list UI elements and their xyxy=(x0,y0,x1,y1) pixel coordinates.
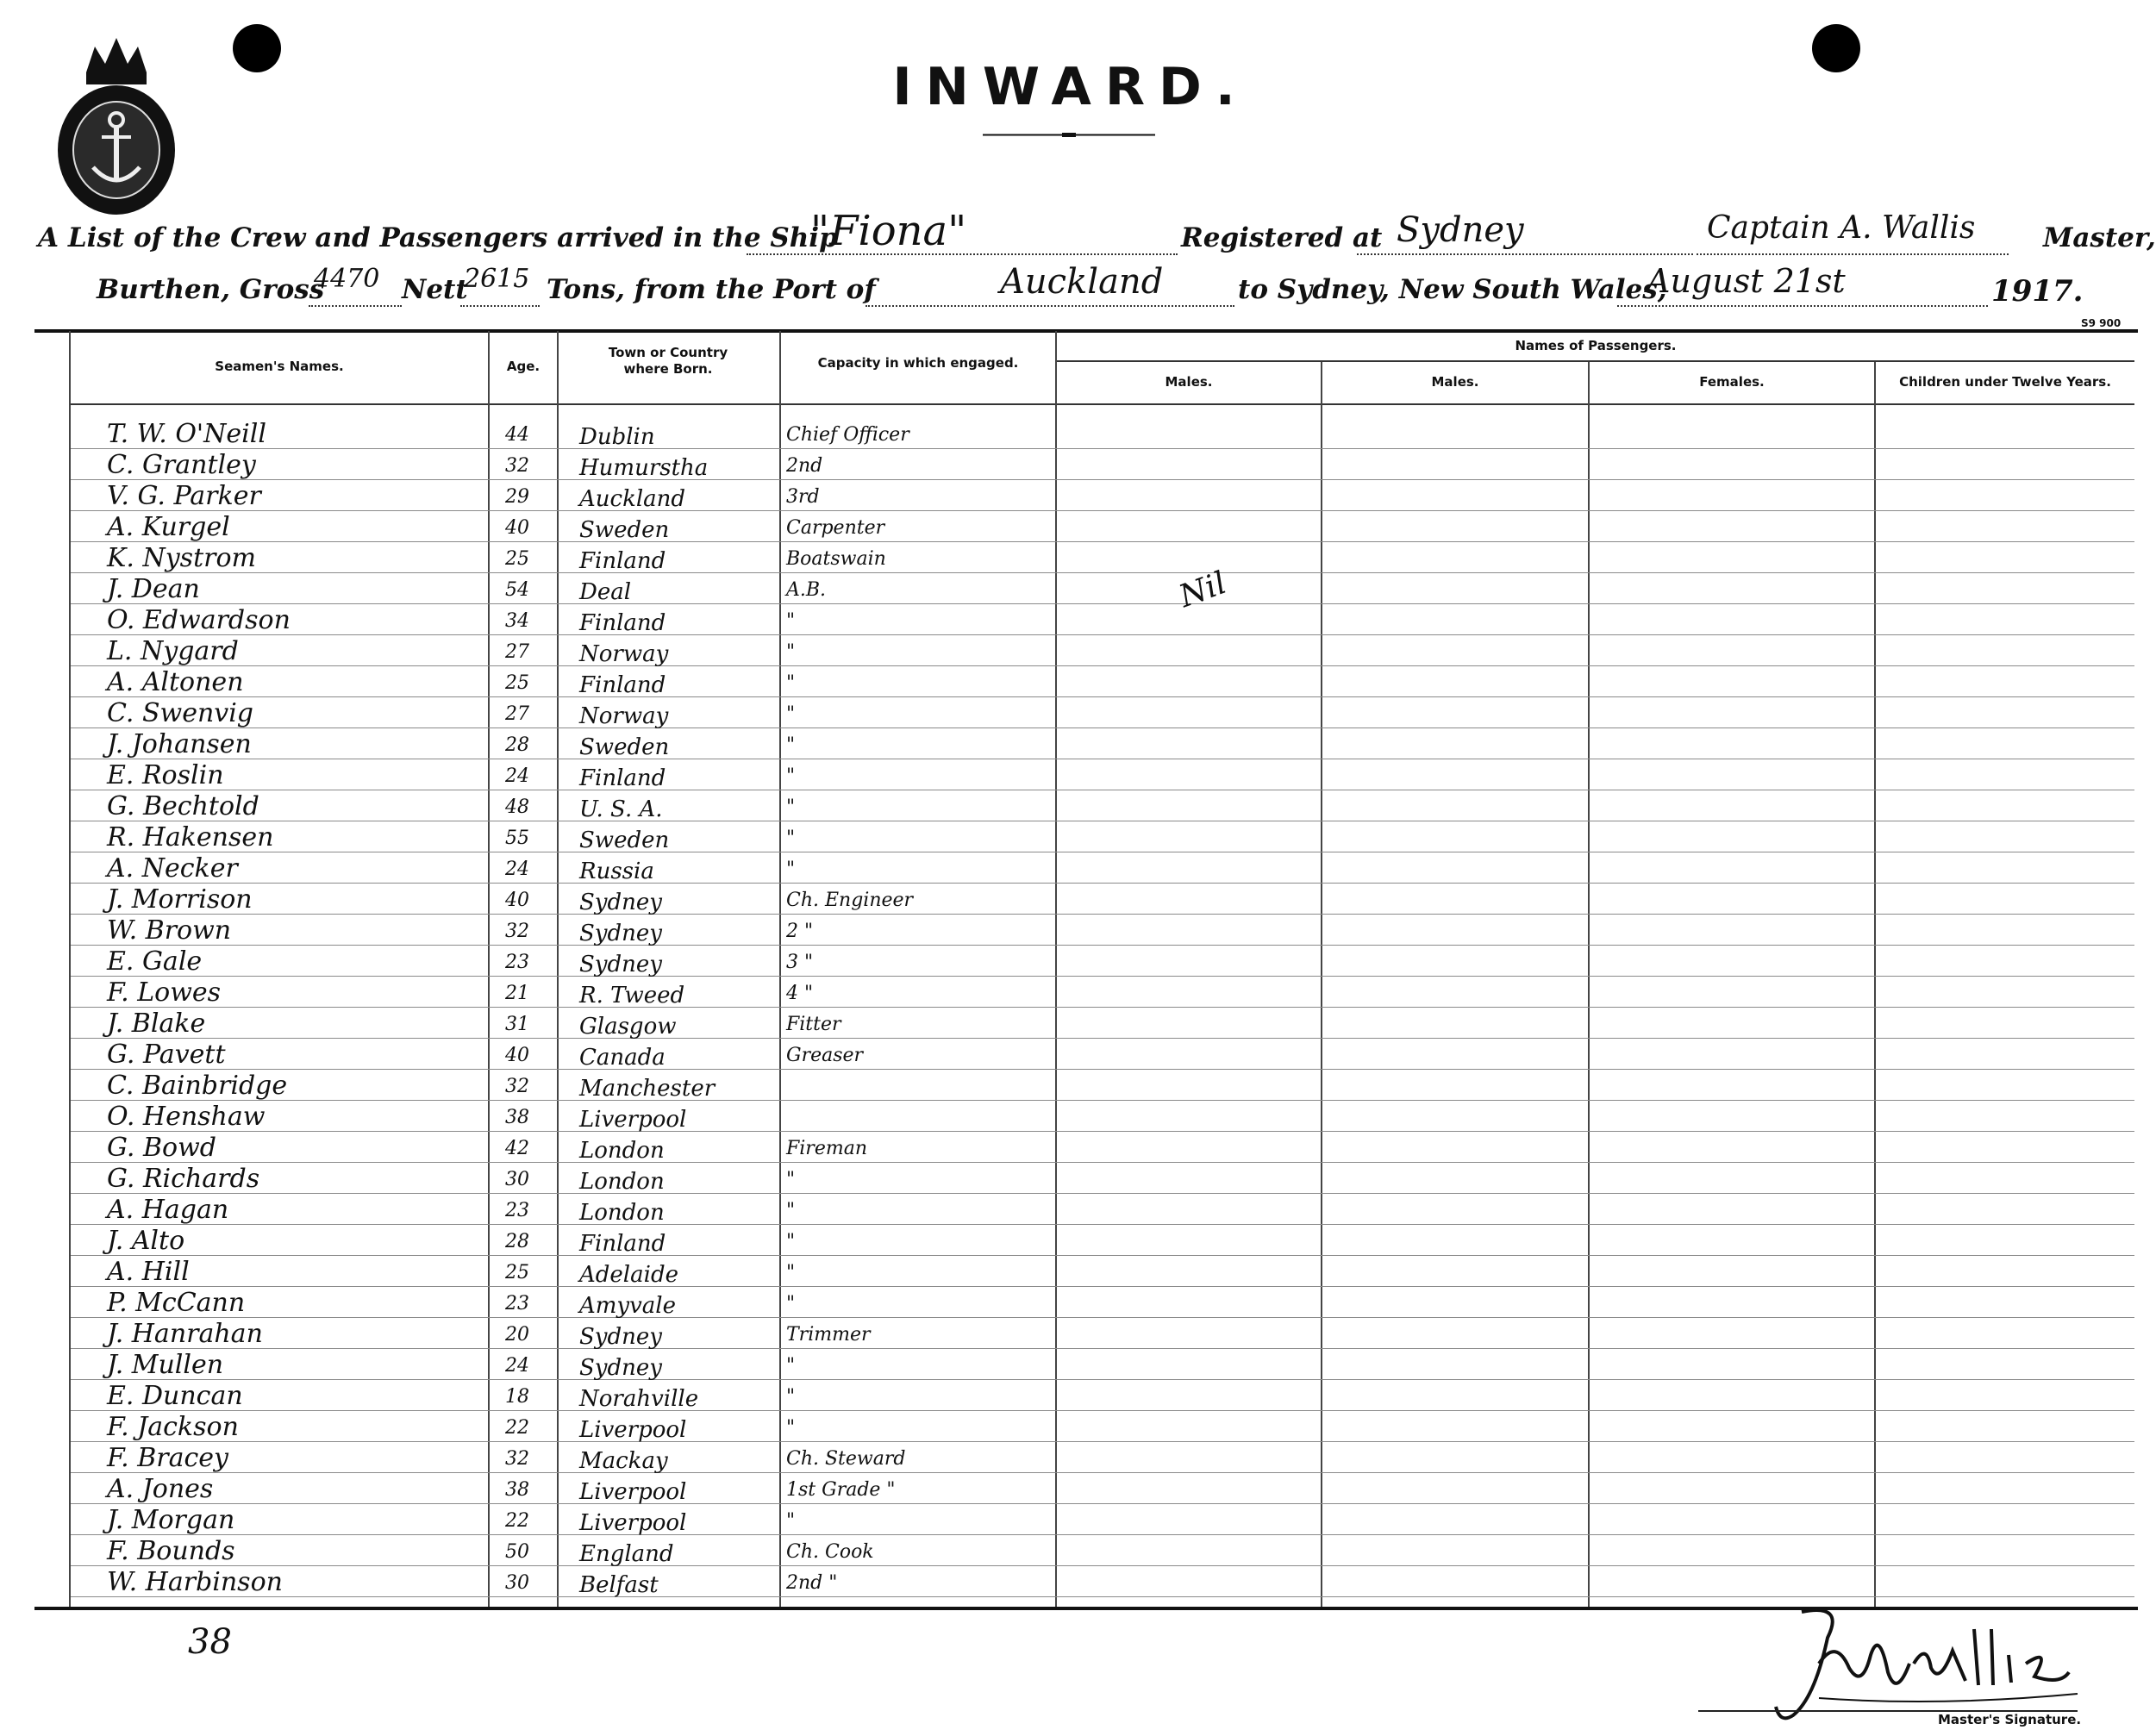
seaman-birthplace: Deal xyxy=(579,579,632,605)
seaman-capacity: Boatswain xyxy=(786,548,886,570)
table-row-rule xyxy=(71,603,2134,604)
seaman-age: 23 xyxy=(505,1293,529,1314)
seaman-name: A. Altonen xyxy=(107,667,244,697)
seaman-capacity: " xyxy=(786,859,796,880)
master-label: Master, xyxy=(2043,222,2156,253)
table-row-rule xyxy=(71,1503,2134,1504)
form-code: S9 900 xyxy=(2081,317,2122,329)
col-header-seamen-names: Seamen's Names. xyxy=(215,359,344,374)
col-header-age: Age. xyxy=(506,359,541,374)
seaman-birthplace: Sweden xyxy=(579,734,670,760)
seaman-capacity: A.B. xyxy=(786,579,827,601)
seaman-birthplace: Sweden xyxy=(579,827,670,853)
seaman-capacity: 2 " xyxy=(786,921,814,942)
seaman-capacity: 3 " xyxy=(786,952,814,973)
table-row-rule xyxy=(71,634,2134,635)
registered-label: Registered at xyxy=(1181,222,1383,253)
crew-total: 38 xyxy=(188,1622,232,1662)
col-divider-children xyxy=(1874,362,1876,1607)
seaman-name: A. Necker xyxy=(107,853,238,884)
col-header-passengers: Names of Passengers. xyxy=(1515,338,1677,353)
seaman-age: 25 xyxy=(505,672,529,694)
table-row-rule xyxy=(71,1007,2134,1008)
seaman-name: W. Harbinson xyxy=(107,1567,283,1597)
seaman-capacity: " xyxy=(786,1262,796,1283)
seaman-name: C. Bainbridge xyxy=(107,1071,288,1101)
seaman-age: 25 xyxy=(505,1262,529,1283)
col-header-children: Children under Twelve Years. xyxy=(1899,374,2111,390)
table-row-rule xyxy=(71,1038,2134,1039)
table-row-rule xyxy=(71,541,2134,542)
seaman-capacity: Fireman xyxy=(786,1138,867,1159)
seaman-age: 25 xyxy=(505,548,529,570)
gross-tonnage: 4470 xyxy=(314,264,380,294)
seaman-capacity: 1st Grade " xyxy=(786,1479,896,1501)
seaman-age: 32 xyxy=(505,921,529,942)
col-divider-town xyxy=(557,331,559,1607)
seaman-name: G. Bowd xyxy=(107,1133,216,1163)
table-row-rule xyxy=(71,1255,2134,1256)
seaman-birthplace: London xyxy=(579,1200,665,1226)
seaman-age: 30 xyxy=(505,1572,529,1594)
table-row-rule xyxy=(71,1441,2134,1442)
seaman-capacity: " xyxy=(786,1169,796,1190)
seaman-capacity: Chief Officer xyxy=(786,424,909,446)
table-row-rule xyxy=(71,1410,2134,1411)
col-header-females: Females. xyxy=(1699,374,1765,390)
seaman-age: 50 xyxy=(505,1541,529,1563)
seaman-birthplace: Finland xyxy=(579,548,666,574)
seaman-name: C. Grantley xyxy=(107,450,256,480)
seaman-birthplace: Manchester xyxy=(579,1076,716,1102)
seaman-age: 24 xyxy=(505,859,529,880)
seaman-birthplace: Finland xyxy=(579,765,666,791)
table-row-rule xyxy=(71,1224,2134,1225)
seaman-birthplace: Glasgow xyxy=(579,1014,677,1040)
arrival-year: 1917. xyxy=(1991,274,2084,309)
seaman-name: J. Hanrahan xyxy=(107,1319,263,1349)
seaman-capacity: Carpenter xyxy=(786,517,885,539)
seaman-capacity: " xyxy=(786,1417,796,1439)
seaman-capacity: 4 " xyxy=(786,983,814,1004)
seaman-name: J. Blake xyxy=(107,1009,206,1039)
seaman-capacity: " xyxy=(786,734,796,756)
col-divider-passengers xyxy=(1055,331,1057,1607)
table-row-rule xyxy=(71,1162,2134,1163)
table-row-rule xyxy=(71,665,2134,666)
seaman-birthplace: Auckland xyxy=(579,486,686,512)
seaman-name: J. Morgan xyxy=(107,1505,235,1535)
seaman-birthplace: Liverpool xyxy=(579,1107,687,1133)
seaman-age: 23 xyxy=(505,1200,529,1221)
seaman-age: 54 xyxy=(505,579,529,601)
seaman-name: V. G. Parker xyxy=(107,481,261,511)
seaman-birthplace: Adelaide xyxy=(579,1262,678,1288)
seaman-capacity: Fitter xyxy=(786,1014,841,1035)
header-line1-prefix: A List of the Crew and Passengers arrived in the Ship xyxy=(38,222,838,253)
seaman-capacity: Ch. Cook xyxy=(786,1541,874,1563)
nil-passengers-note: Nil xyxy=(1174,565,1231,615)
signature-label: Master's Signature. xyxy=(1938,1712,2082,1727)
registered-at: Sydney xyxy=(1397,210,1524,250)
seaman-capacity: Ch. Steward xyxy=(786,1448,906,1470)
seaman-birthplace: Liverpool xyxy=(579,1479,687,1505)
seaman-name: J. Dean xyxy=(107,574,200,604)
table-row-rule xyxy=(71,1565,2134,1566)
seaman-birthplace: Russia xyxy=(579,859,654,884)
seaman-capacity: " xyxy=(786,796,796,818)
seaman-birthplace: Finland xyxy=(579,610,666,636)
seaman-age: 22 xyxy=(505,1510,529,1532)
table-header-rule xyxy=(71,403,2134,405)
table-row-rule xyxy=(71,1286,2134,1287)
seaman-birthplace: Amyvale xyxy=(579,1293,677,1319)
col-header-town: Town or Country where Born. xyxy=(608,345,728,377)
seaman-name: J. Alto xyxy=(107,1226,185,1256)
seaman-name: J. Johansen xyxy=(107,729,252,759)
table-row-rule xyxy=(71,1379,2134,1380)
seaman-capacity: " xyxy=(786,641,796,663)
seaman-age: 18 xyxy=(505,1386,529,1408)
table-row-rule xyxy=(71,976,2134,977)
seaman-name: G. Bechtold xyxy=(107,791,259,821)
table-row-rule xyxy=(71,1131,2134,1132)
seaman-age: 28 xyxy=(505,1231,529,1252)
col-header-males-2: Males. xyxy=(1431,374,1479,390)
seaman-name: O. Edwardson xyxy=(107,605,291,635)
seaman-name: G. Pavett xyxy=(107,1040,226,1070)
seaman-name: C. Swenvig xyxy=(107,698,254,728)
seaman-capacity: " xyxy=(786,1293,796,1314)
col-divider-females xyxy=(1588,362,1590,1607)
table-row-rule xyxy=(71,1317,2134,1318)
seaman-age: 55 xyxy=(505,827,529,849)
table-left-border xyxy=(69,331,71,1607)
table-row-rule xyxy=(71,448,2134,449)
title-ornament xyxy=(983,133,1155,137)
seaman-age: 32 xyxy=(505,455,529,477)
table-row-rule xyxy=(71,1100,2134,1101)
seaman-name: P. McCann xyxy=(107,1288,246,1318)
seaman-capacity: 3rd xyxy=(786,486,820,508)
seaman-age: 32 xyxy=(505,1448,529,1470)
seaman-birthplace: Finland xyxy=(579,1231,666,1257)
seaman-age: 23 xyxy=(505,952,529,973)
seaman-birthplace: Sydney xyxy=(579,952,662,977)
seaman-age: 22 xyxy=(505,1417,529,1439)
seaman-name: A. Kurgel xyxy=(107,512,230,542)
seaman-age: 32 xyxy=(505,1076,529,1097)
seaman-age: 40 xyxy=(505,517,529,539)
seaman-birthplace: London xyxy=(579,1138,665,1164)
seaman-age: 29 xyxy=(505,486,529,508)
seaman-age: 42 xyxy=(505,1138,529,1159)
tons-label: Tons, from the Port of xyxy=(547,274,876,305)
seaman-birthplace: Humurstha xyxy=(579,455,709,481)
table-row-rule xyxy=(71,945,2134,946)
seaman-name: O. Henshaw xyxy=(107,1102,266,1132)
seaman-age: 34 xyxy=(505,610,529,632)
seaman-name: A. Jones xyxy=(107,1474,214,1504)
burthen-label: Burthen, Gross xyxy=(97,274,325,305)
seaman-birthplace: Norway xyxy=(579,641,669,667)
seaman-birthplace: Sydney xyxy=(579,921,662,946)
seaman-name: A. Hill xyxy=(107,1257,190,1287)
ship-name: "Fiona" xyxy=(810,207,967,255)
seaman-capacity: 2nd xyxy=(786,455,823,477)
seaman-age: 28 xyxy=(505,734,529,756)
captain-name: Captain A. Wallis xyxy=(1707,210,1976,246)
seaman-age: 27 xyxy=(505,641,529,663)
seaman-name: A. Hagan xyxy=(107,1195,229,1225)
seaman-birthplace: London xyxy=(579,1169,665,1195)
seaman-capacity: " xyxy=(786,1200,796,1221)
seaman-name: L. Nygard xyxy=(107,636,239,666)
seaman-birthplace: Mackay xyxy=(579,1448,668,1474)
seaman-age: 40 xyxy=(505,890,529,911)
seaman-birthplace: Norway xyxy=(579,703,669,729)
table-top-rule xyxy=(34,329,2138,333)
seaman-name: J. Morrison xyxy=(107,884,253,915)
seaman-birthplace: Norahville xyxy=(579,1386,699,1412)
seaman-name: K. Nystrom xyxy=(107,543,256,573)
seaman-birthplace: England xyxy=(579,1541,674,1567)
seaman-age: 40 xyxy=(505,1045,529,1066)
seaman-name: F. Bracey xyxy=(107,1443,228,1473)
table-row-rule xyxy=(71,510,2134,511)
seaman-birthplace: Finland xyxy=(579,672,666,698)
seaman-capacity: " xyxy=(786,610,796,632)
seaman-capacity: " xyxy=(786,1386,796,1408)
table-row-rule xyxy=(71,1193,2134,1194)
table-row-rule xyxy=(71,914,2134,915)
seaman-age: 38 xyxy=(505,1479,529,1501)
seaman-birthplace: Sweden xyxy=(579,517,670,543)
seaman-capacity: " xyxy=(786,765,796,787)
seaman-birthplace: Sydney xyxy=(579,1324,662,1350)
seaman-birthplace: Canada xyxy=(579,1045,666,1071)
seaman-capacity: " xyxy=(786,703,796,725)
seaman-name: F. Lowes xyxy=(107,977,222,1008)
seaman-age: 38 xyxy=(505,1107,529,1128)
table-row-rule xyxy=(71,883,2134,884)
seaman-capacity: " xyxy=(786,827,796,849)
seaman-age: 21 xyxy=(505,983,529,1004)
seaman-capacity: " xyxy=(786,1355,796,1377)
page-title: INWARD. xyxy=(892,57,1249,117)
table-row-rule xyxy=(71,1472,2134,1473)
seaman-name: W. Brown xyxy=(107,915,232,946)
seaman-birthplace: Liverpool xyxy=(579,1510,687,1536)
table-row-rule xyxy=(71,1069,2134,1070)
seaman-capacity: " xyxy=(786,1231,796,1252)
table-row-rule xyxy=(71,727,2134,728)
seaman-birthplace: R. Tweed xyxy=(579,983,685,1009)
seaman-name: J. Mullen xyxy=(107,1350,224,1380)
seaman-age: 30 xyxy=(505,1169,529,1190)
col-divider-capacity xyxy=(779,331,781,1607)
table-row-rule xyxy=(71,479,2134,480)
table-row-rule xyxy=(71,1596,2134,1597)
col-divider-males2 xyxy=(1321,362,1322,1607)
table-row-rule xyxy=(71,572,2134,573)
seaman-capacity: Ch. Engineer xyxy=(786,890,914,911)
seaman-name: R. Hakensen xyxy=(107,822,274,852)
seaman-age: 20 xyxy=(505,1324,529,1346)
nett-label: Nett xyxy=(402,274,468,305)
seaman-capacity: " xyxy=(786,1510,796,1532)
table-row-rule xyxy=(71,1534,2134,1535)
seaman-age: 44 xyxy=(505,424,529,446)
seaman-capacity: " xyxy=(786,672,796,694)
seaman-name: E. Gale xyxy=(107,946,203,977)
seaman-name: F. Bounds xyxy=(107,1536,235,1566)
table-row-rule xyxy=(71,696,2134,697)
seaman-birthplace: U. S. A. xyxy=(579,796,663,822)
seaman-name: G. Richards xyxy=(107,1164,260,1194)
seaman-name: E. Roslin xyxy=(107,760,224,790)
seaman-birthplace: Liverpool xyxy=(579,1417,687,1443)
table-row-rule xyxy=(71,1348,2134,1349)
port-of-departure: Auckland xyxy=(1000,262,1164,302)
arrival-date: August 21st xyxy=(1647,262,1846,300)
col-header-males-1: Males. xyxy=(1165,374,1213,390)
seaman-name: T. W. O'Neill xyxy=(107,419,266,449)
seaman-name: F. Jackson xyxy=(107,1412,239,1442)
seaman-capacity: 2nd " xyxy=(786,1572,838,1594)
to-sydney-label: to Sydney, New South Wales, xyxy=(1238,274,1667,305)
col-header-capacity: Capacity in which engaged. xyxy=(817,355,1019,371)
seaman-birthplace: Sydney xyxy=(579,1355,662,1381)
seaman-capacity: Greaser xyxy=(786,1045,864,1066)
seaman-birthplace: Belfast xyxy=(579,1572,659,1598)
seaman-birthplace: Sydney xyxy=(579,890,662,915)
seaman-age: 24 xyxy=(505,1355,529,1377)
seaman-age: 27 xyxy=(505,703,529,725)
seaman-age: 24 xyxy=(505,765,529,787)
seaman-capacity: Trimmer xyxy=(786,1324,871,1346)
seaman-age: 31 xyxy=(505,1014,529,1035)
seaman-birthplace: Dublin xyxy=(579,424,655,450)
seaman-age: 48 xyxy=(505,796,529,818)
nett-tonnage: 2615 xyxy=(464,264,530,294)
seaman-name: E. Duncan xyxy=(107,1381,243,1411)
passengers-group-rule xyxy=(1057,360,2134,362)
